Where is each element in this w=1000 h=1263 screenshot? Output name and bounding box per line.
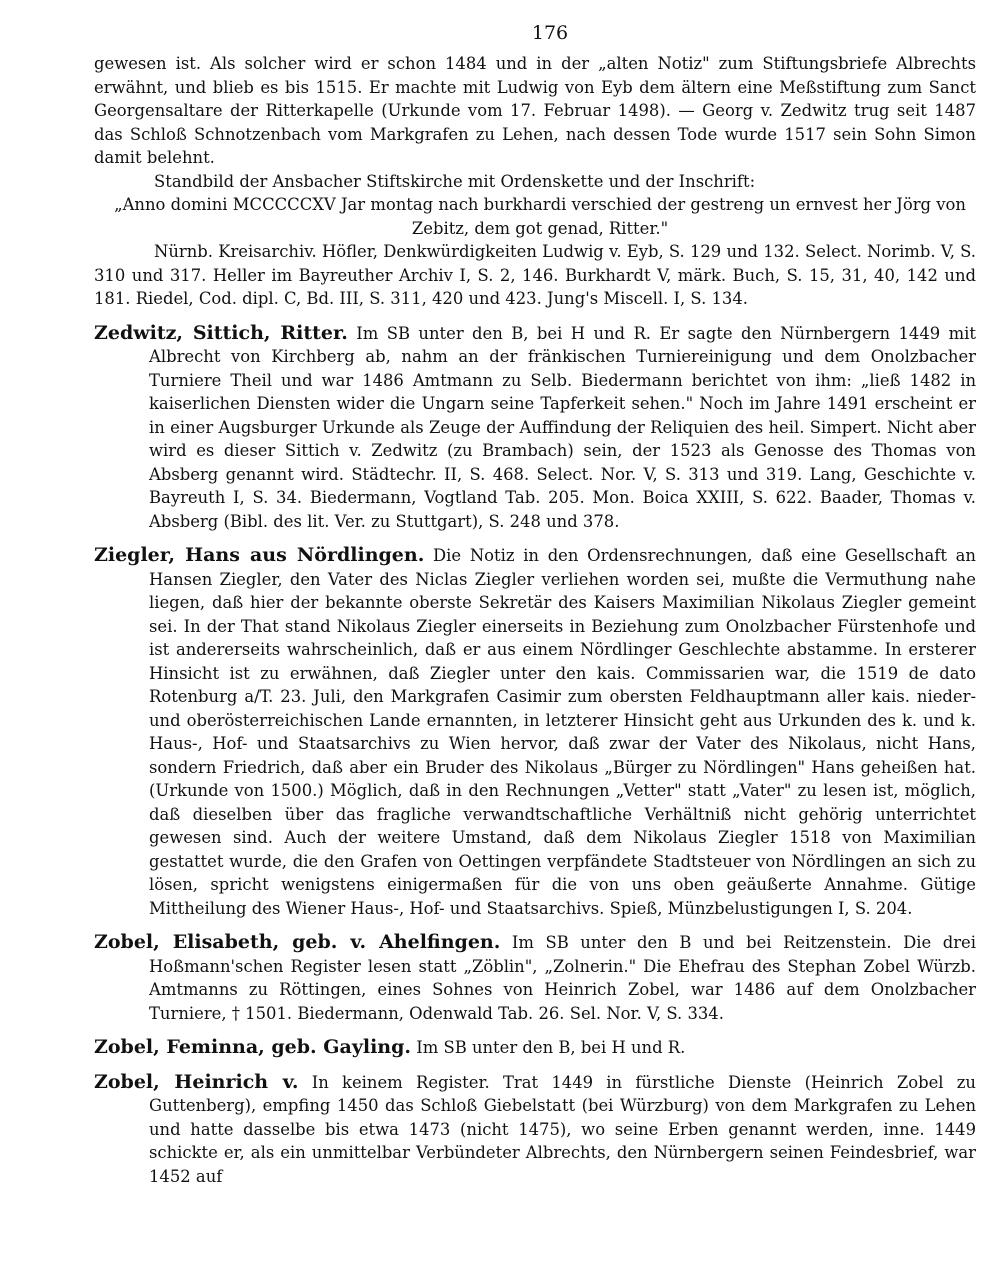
paragraph-text: Standbild der Ansbacher Stiftskirche mit Ordenskette und der Inschrift: (154, 171, 756, 191)
entry-heading: Zobel, Feminna, geb. Gayling. (94, 1036, 412, 1058)
paragraph-text: „Anno domini MCCCCCXV Jar montag nach burkhardi verschied der gestreng un ernvest her Jörg von Zebitz, dem got genad, Ritter." (114, 195, 966, 238)
entry-zedwitz-sittich (94, 322, 976, 534)
entry-ziegler-hans (94, 544, 976, 920)
entry-heading: Zedwitz, Sittich, Ritter. (94, 321, 348, 344)
entry-text: Im SB unter den B, bei H und R. (416, 1038, 686, 1057)
entry-text: Die Notiz in den Ordensrechnungen, daß eine Gesellschaft an Hansen Ziegler, den Vater des Niclas Ziegler verliehen worden sei, mußte die Vermuthung nahe liegen, daß hier der bekannte oberste Sekretär des Kaisers Maximilian Nikolaus Ziegler gemeint sei. In der That stand Nikolaus Ziegler einerseits in Beziehung zum Onolzbacher Fürstenhofe und ist andererseits wahrscheinlich, daß er aus einem Nördlinger Geschlechte abstamme. In ersterer Hinsicht ist zu erwähnen, daß Ziegler unter den kais. Commissarien war, die 1519 de dato Rotenburg a/T. 23. Juli, den Markgrafen Casimir zum obersten Feldhauptmann aller kais. nieder- und oberösterreichischen Lande ernannten, in letzterer Hinsicht geht aus Urkunden des k. und k. Haus-, Hof- und Staatsarchivs zu Wien hervor, daß zwar der Vater des Nikolaus, nicht Hans, sondern Friedrich, daß aber ein Bruder des Nikolaus „Bürger zu Nördlingen" Hans geheißen hat. (Urkunde von 1500.) Möglich, daß in den Rechnungen „Vetter" statt „Vater" zu lesen ist, möglich, daß dieselben über das fragliche verwandtschaftliche Verhältniß nicht gehörig unterrichtet gewesen sind. Auch der weitere Umstand, daß dem Nikolaus Ziegler 1518 von Maximilian gestattet wurde, die den Grafen von Oettingen verpfändete Stadtsteuer von Nördlingen an sich zu lösen, spricht wenigstens einigermaßen für die von uns oben geäußerte Annahme. Gütige Mittheilung des Wiener Haus-, Hof- und Staatsarchivs. Spieß, Münzbelustigungen I, S. 204. (149, 546, 976, 918)
entry-text: In keinem Register. Trat 1449 in fürstliche Dienste (Heinrich Zobel zu Guttenberg), empfing 1450 das Schloß Giebelstatt (bei Würzburg) von dem Markgrafen zu Lehen und hatte dasselbe bis etwa 1473 (nicht 1475), wo seine Erben genannt werden, inne. 1449 schickte er, als ein unmittelbar Verbündeter Albrechts, den Nürnbergern seinen Feindesbrief, war 1452 auf (149, 1072, 976, 1186)
paragraph-continuation (94, 52, 976, 170)
paragraph-standbild (94, 170, 976, 194)
page-number: 176 (531, 22, 569, 44)
paragraph-inscription (94, 193, 976, 240)
entry-heading: Zobel, Heinrich v. (94, 1070, 299, 1093)
paragraph-text: gewesen ist. Als solcher wird er schon 1484 und in der „alten Notiz" zum Stiftungsbriefe Albrechts erwähnt, und blieb es bis 1515. Er machte mit Ludwig von Eyb dem ältern eine Meßstiftung zum Sanct Georgensaltare der Ritterkapelle (Urkunde vom 17. Februar 1498). — Georg v. Zedwitz trug seit 1487 das Schloß Schnotzenbach vom Markgrafen zu Lehen, nach dessen Tode wurde 1517 sein Sohn Simon damit belehnt. (94, 54, 976, 167)
entry-heading: Ziegler, Hans aus Nördlingen. (94, 544, 425, 566)
entry-heading: Zobel, Elisabeth, geb. v. Ahelfingen. (94, 931, 501, 953)
entry-text: Im SB unter den B, bei H und R. Er sagte den Nürnbergern 1449 mit Albrecht von Kirchberg ab, nahm an der fränkischen Turniereinigung und dem Onolzbacher Turniere Theil und war 1486 Amtmann zu Selb. Biedermann berichtet von ihm: „ließ 1482 in kaiserlichen Diensten wider die Ungarn seine Tapferkeit sehen." Noch im Jahre 1491 erscheint er in einer Augsburger Urkunde als Zeuge der Auffindung der Reliquien des heil. Simpert. Nicht aber wird es dieser Sittich v. Zedwitz (zu Brambach) sein, der 1523 als Genosse des Thomas von Absberg genannt wird. Städtechr. II, S. 468. Select. Nor. V, S. 313 und 319. Lang, Geschichte v. Bayreuth I, S. 34. Biedermann, Vogtland Tab. 205. Mon. Boica XXIII, S. 622. Baader, Thomas v. Absberg (Bibl. des lit. Ver. zu Stuttgart), S. 248 und 378. (149, 323, 976, 531)
paragraph-references (94, 240, 976, 311)
entry-zobel-heinrich (94, 1071, 976, 1189)
paragraph-text: Nürnb. Kreisarchiv. Höfler, Denkwürdigkeiten Ludwig v. Eyb, S. 129 und 132. Select. Norimb. V, S. 310 und 317. Heller im Bayreuther Archiv I, S. 2, 146. Burkhardt V, märk. Buch, S. 15, 31, 40, 142 und 181. Riedel, Cod. dipl. C, Bd. III, S. 311, 420 und 423. Jung's Miscell. I, S. 134. (94, 242, 977, 308)
entry-zobel-elisabeth (94, 931, 976, 1025)
entry-zobel-feminna (94, 1036, 976, 1060)
entry-text: Im SB unter den B und bei Reitzenstein. Die drei Hoßmann'schen Register lesen statt „Zöblin", „Zolnerin." Die Ehefrau des Stephan Zobel Würzb. Amtmanns zu Röttingen, eines Sohnes von Heinrich Zobel, war 1486 auf dem Onolzbacher Turniere, † 1501. Biedermann, Odenwald Tab. 26. Sel. Nor. V, S. 334. (149, 933, 976, 1023)
